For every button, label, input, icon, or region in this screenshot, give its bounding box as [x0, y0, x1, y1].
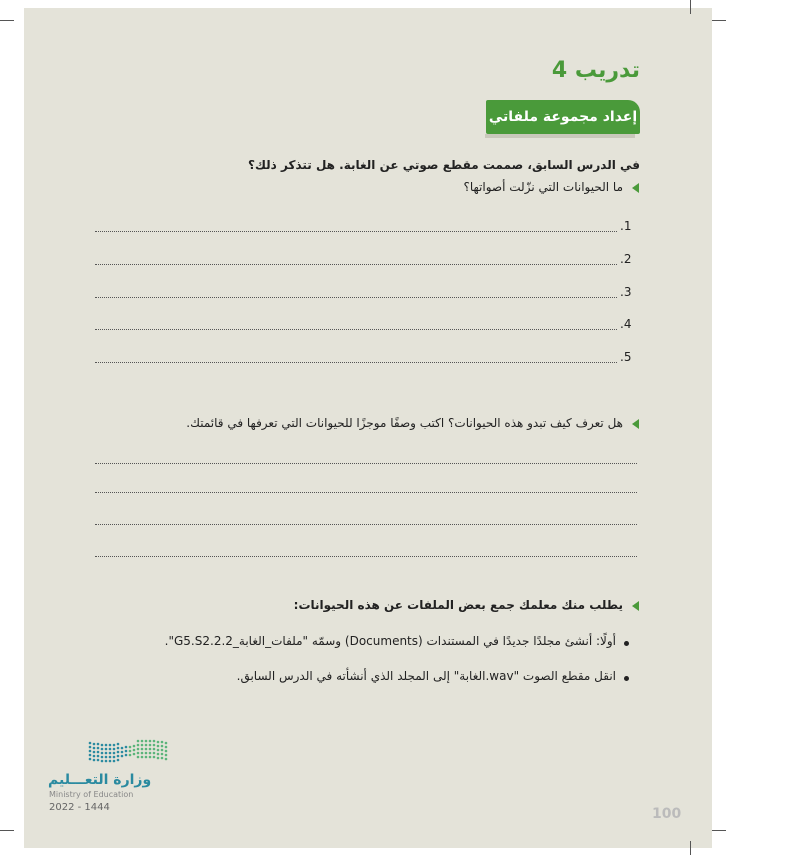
description-line-1[interactable]	[95, 463, 637, 464]
bullet-icon	[624, 641, 629, 646]
answer-line-5[interactable]	[95, 362, 617, 363]
year-label: 2022 - 1444	[49, 802, 110, 813]
crop-mark	[690, 0, 691, 14]
triangle-bullet-icon	[632, 183, 639, 193]
crop-mark	[712, 830, 726, 831]
answer-number: 1.	[620, 219, 632, 233]
task-2: انقل مقطع الصوت "wav.الغابة" إلى المجلد الذي أنشأته في الدرس السابق.	[236, 669, 616, 683]
ministry-logo-icon	[88, 738, 170, 766]
answer-line-1[interactable]	[95, 231, 617, 232]
description-line-4[interactable]	[95, 556, 637, 557]
answer-number: 2.	[620, 252, 632, 266]
description-line-3[interactable]	[95, 524, 637, 525]
ministry-name-en: Ministry of Education	[49, 790, 134, 799]
section-banner: إعداد مجموعة ملفاتي	[486, 100, 640, 134]
crop-mark	[690, 841, 691, 855]
crop-mark	[0, 20, 14, 21]
crop-mark	[0, 830, 14, 831]
question-1: ما الحيوانات التي نزّلت أصواتها؟	[463, 180, 623, 194]
description-line-2[interactable]	[95, 492, 637, 493]
answer-line-4[interactable]	[95, 329, 617, 330]
task-1: أولًا: أنشئ مجلدًا جديدًا في المستندات (Documents) وسمّه "ملفات_الغابة_G5.S2.2.2".	[164, 634, 616, 648]
answer-line-2[interactable]	[95, 264, 617, 265]
answer-number: 4.	[620, 317, 632, 331]
ministry-name-ar: وزارة التعـــليم	[48, 772, 152, 788]
crop-mark	[712, 20, 726, 21]
question-2: هل تعرف كيف تبدو هذه الحيوانات؟ اكتب وصفًا موجزًا للحيوانات التي تعرفها في قائمتك.	[186, 416, 623, 430]
question-3: يطلب منك معلمك جمع بعض الملفات عن هذه الحيوانات:	[293, 598, 623, 612]
triangle-bullet-icon	[632, 601, 639, 611]
answer-number: 5.	[620, 350, 632, 364]
answer-number: 3.	[620, 285, 632, 299]
answer-line-3[interactable]	[95, 297, 617, 298]
bullet-icon	[624, 676, 629, 681]
triangle-bullet-icon	[632, 419, 639, 429]
intro-text: في الدرس السابق، صممت مقطع صوتي عن الغابة. هل تتذكر ذلك؟	[248, 158, 640, 172]
page-title: تدريب 4	[551, 58, 640, 83]
page-number: 100	[652, 806, 682, 822]
